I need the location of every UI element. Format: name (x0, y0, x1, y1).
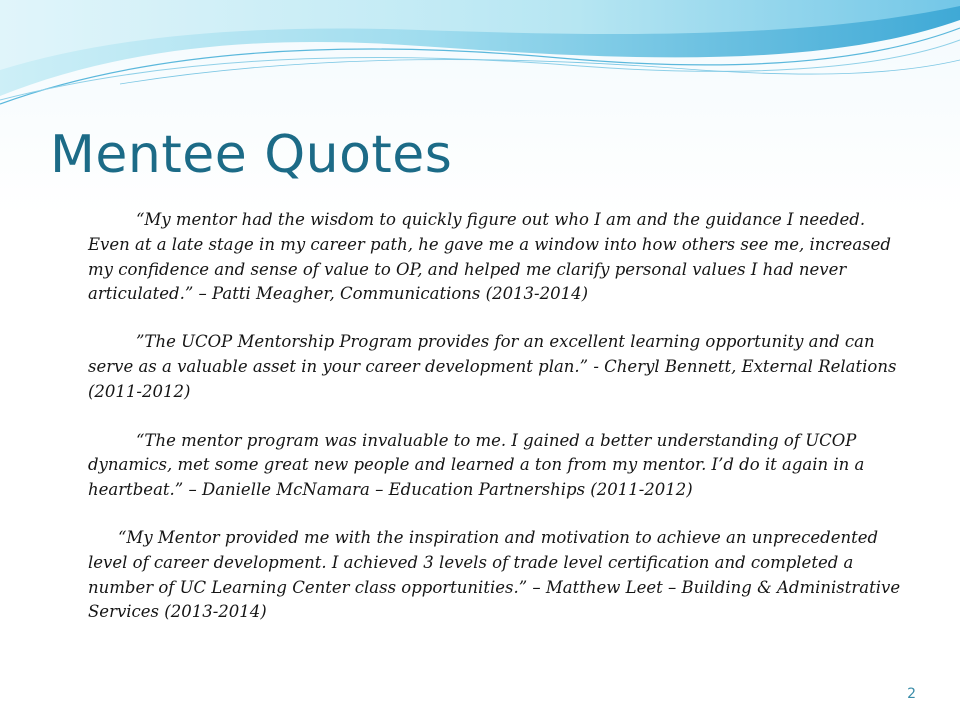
quote-patti-meagher: “My mentor had the wisdom to quickly figure out who I am and the guidance I needed. Even at a late stage in my career path, he gave me a window into how others see me, increased my confidence and sense of value to OP, and helped me clarify personal values I had never articulated.” – Patti Meagher, Communications (2013-2014) (88, 210, 891, 304)
page-number: 2 (907, 686, 916, 702)
slide-title: Mentee Quotes (50, 125, 453, 185)
quote-cheryl-bennett: ”The UCOP Mentorship Program provides for an excellent learning opportunity and can serve as a valuable asset in your career development plan.” - Cheryl Bennett, External Relations (2011-2012) (88, 332, 897, 401)
quote-danielle-mcnamara: “The mentor program was invaluable to me. I gained a better understanding of UCOP dynamics, met some great new people and learned a ton from my mentor. I’d do it again in a heartbeat.” – Danielle McNamara – Education Partnerships (2011-2012) (88, 430, 865, 500)
quotes-body (88, 208, 908, 625)
header-wave-decoration (0, 0, 960, 110)
quote-matthew-leet: “My Mentor provided me with the inspiration and motivation to achieve an unprecedented level of career development. I achieved 3 levels of trade level certification and completed a number of UC Learning Center class opportunities.” – Matthew Leet – Building & Administrative Services (2013-2014) (88, 527, 901, 622)
